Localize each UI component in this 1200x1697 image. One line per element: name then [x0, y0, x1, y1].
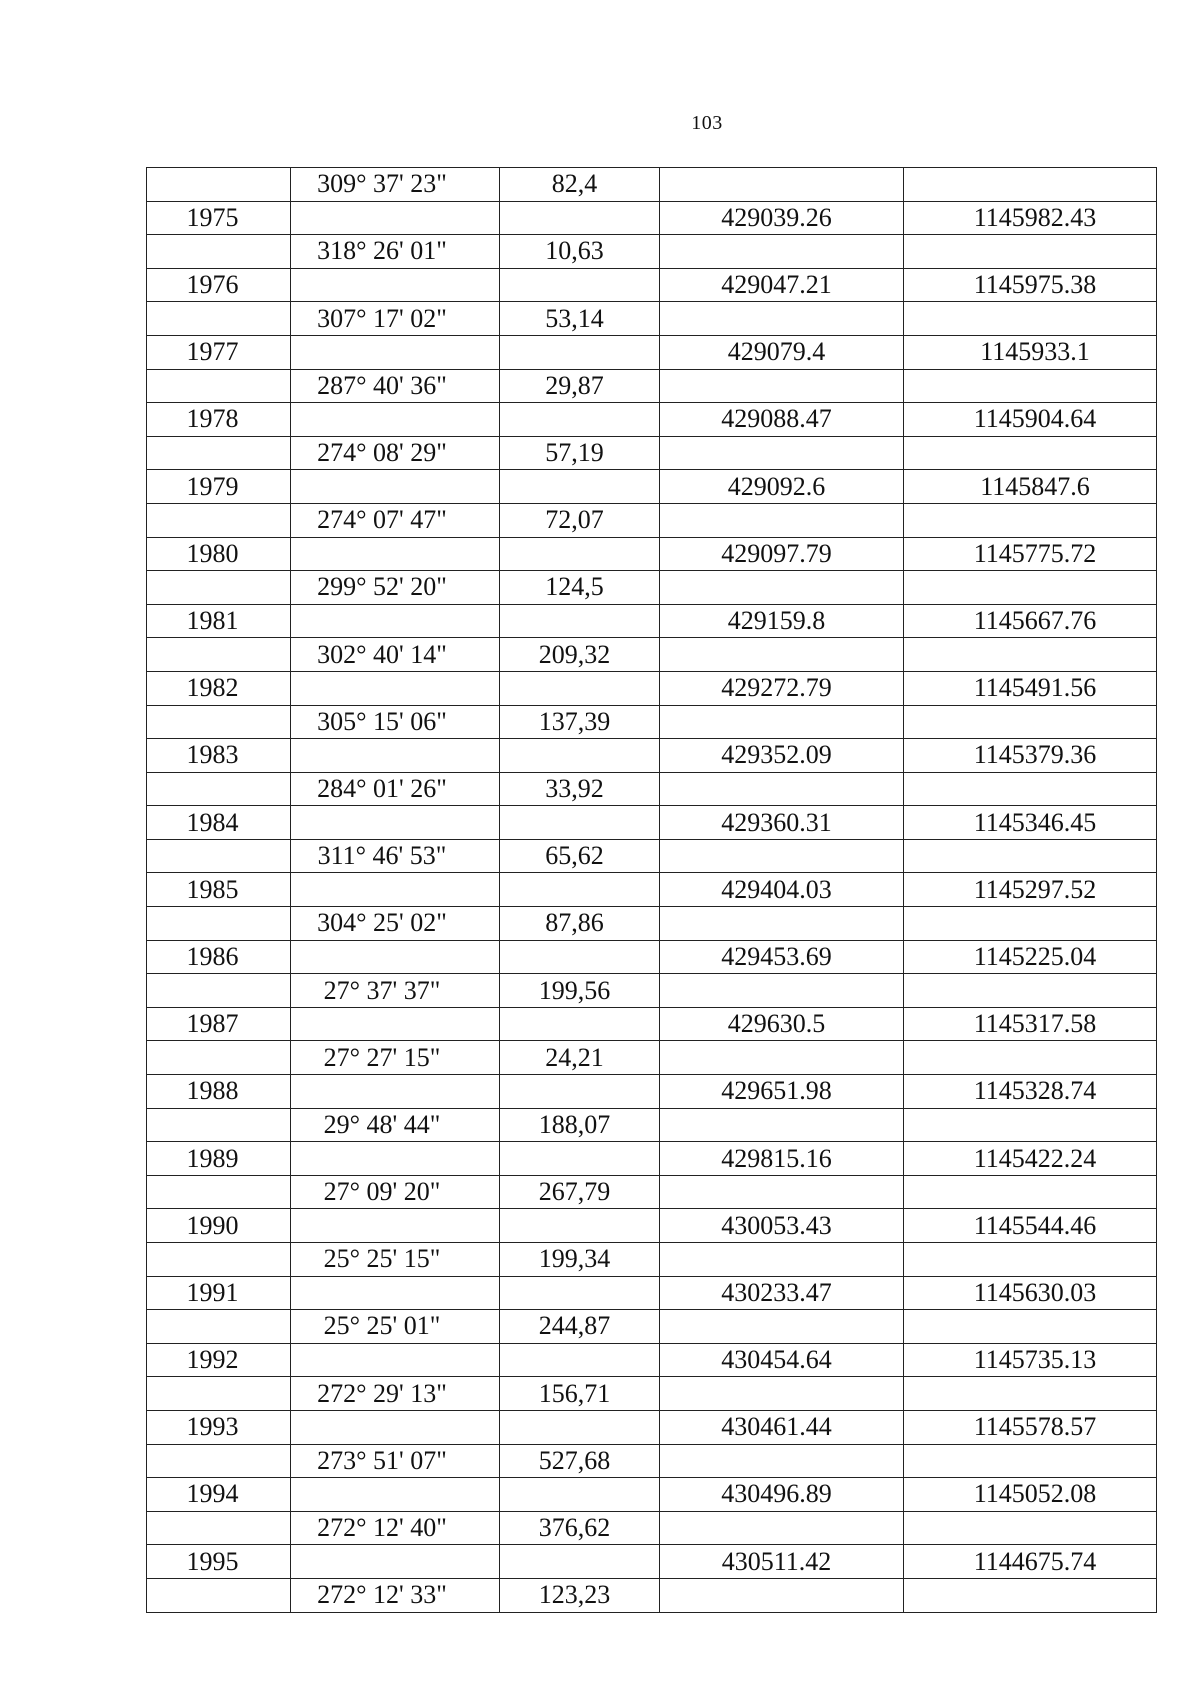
table-row	[147, 1075, 1157, 1109]
distance-cell: 123,23	[500, 1578, 660, 1612]
distance-cell: 29,87	[500, 369, 660, 403]
table-row	[147, 739, 1157, 773]
station-cell: 1995	[147, 1545, 291, 1579]
table-row	[147, 1175, 1157, 1209]
y-coordinate-cell: 1145544.46	[904, 1209, 1157, 1243]
x-coordinate-cell	[660, 235, 904, 269]
station-cell	[147, 436, 291, 470]
y-coordinate-cell	[904, 907, 1157, 941]
distance-cell: 65,62	[500, 839, 660, 873]
x-coordinate-cell: 429272.79	[660, 671, 904, 705]
x-coordinate-cell: 430461.44	[660, 1410, 904, 1444]
station-cell	[147, 168, 291, 202]
station-cell: 1975	[147, 201, 291, 235]
table-row	[147, 1310, 1157, 1344]
y-coordinate-cell: 1145667.76	[904, 604, 1157, 638]
bearing-cell	[291, 268, 500, 302]
table-row	[147, 907, 1157, 941]
bearing-cell: 311° 46' 53"	[291, 839, 500, 873]
bearing-cell	[291, 1545, 500, 1579]
table-row	[147, 1007, 1157, 1041]
bearing-cell: 307° 17' 02"	[291, 302, 500, 336]
y-coordinate-cell: 1144675.74	[904, 1545, 1157, 1579]
table-row	[147, 974, 1157, 1008]
table-row	[147, 503, 1157, 537]
station-cell: 1985	[147, 873, 291, 907]
distance-cell: 199,34	[500, 1243, 660, 1277]
y-coordinate-cell: 1145775.72	[904, 537, 1157, 571]
y-coordinate-cell	[904, 1578, 1157, 1612]
bearing-cell: 302° 40' 14"	[291, 638, 500, 672]
station-cell	[147, 1108, 291, 1142]
station-cell: 1979	[147, 470, 291, 504]
distance-cell	[500, 335, 660, 369]
y-coordinate-cell: 1145346.45	[904, 806, 1157, 840]
bearing-cell: 305° 15' 06"	[291, 705, 500, 739]
table-row	[147, 1343, 1157, 1377]
y-coordinate-cell: 1145328.74	[904, 1075, 1157, 1109]
distance-cell	[500, 1075, 660, 1109]
station-cell	[147, 571, 291, 605]
distance-cell	[500, 940, 660, 974]
station-cell	[147, 1175, 291, 1209]
station-cell	[147, 705, 291, 739]
x-coordinate-cell: 429039.26	[660, 201, 904, 235]
bearing-cell	[291, 537, 500, 571]
bearing-cell	[291, 940, 500, 974]
y-coordinate-cell	[904, 1175, 1157, 1209]
table-row	[147, 772, 1157, 806]
distance-cell: 124,5	[500, 571, 660, 605]
distance-cell: 87,86	[500, 907, 660, 941]
distance-cell: 137,39	[500, 705, 660, 739]
table-row	[147, 302, 1157, 336]
table-row	[147, 638, 1157, 672]
distance-cell: 267,79	[500, 1175, 660, 1209]
y-coordinate-cell	[904, 638, 1157, 672]
y-coordinate-cell	[904, 168, 1157, 202]
distance-cell	[500, 1343, 660, 1377]
y-coordinate-cell: 1145379.36	[904, 739, 1157, 773]
y-coordinate-cell	[904, 1377, 1157, 1411]
y-coordinate-cell	[904, 839, 1157, 873]
y-coordinate-cell	[904, 1511, 1157, 1545]
distance-cell: 244,87	[500, 1310, 660, 1344]
x-coordinate-cell: 429092.6	[660, 470, 904, 504]
x-coordinate-cell: 429651.98	[660, 1075, 904, 1109]
bearing-cell: 318° 26' 01"	[291, 235, 500, 269]
bearing-cell	[291, 1007, 500, 1041]
x-coordinate-cell	[660, 1377, 904, 1411]
y-coordinate-cell: 1145933.1	[904, 335, 1157, 369]
bearing-cell: 25° 25' 01"	[291, 1310, 500, 1344]
page-number: 103	[691, 112, 723, 134]
bearing-cell: 25° 25' 15"	[291, 1243, 500, 1277]
table-row	[147, 436, 1157, 470]
table-row	[147, 1209, 1157, 1243]
station-cell: 1984	[147, 806, 291, 840]
y-coordinate-cell	[904, 772, 1157, 806]
station-cell: 1989	[147, 1142, 291, 1176]
table-row	[147, 1511, 1157, 1545]
station-cell	[147, 1377, 291, 1411]
table-row	[147, 1545, 1157, 1579]
bearing-cell	[291, 671, 500, 705]
x-coordinate-cell: 429815.16	[660, 1142, 904, 1176]
bearing-cell: 27° 09' 20"	[291, 1175, 500, 1209]
station-cell	[147, 638, 291, 672]
x-coordinate-cell: 429360.31	[660, 806, 904, 840]
distance-cell: 57,19	[500, 436, 660, 470]
table-row	[147, 571, 1157, 605]
station-cell: 1976	[147, 268, 291, 302]
bearing-cell	[291, 873, 500, 907]
x-coordinate-cell: 429079.4	[660, 335, 904, 369]
x-coordinate-cell	[660, 1041, 904, 1075]
table-row	[147, 537, 1157, 571]
x-coordinate-cell: 429159.8	[660, 604, 904, 638]
table-row	[147, 806, 1157, 840]
distance-cell: 209,32	[500, 638, 660, 672]
y-coordinate-cell: 1145982.43	[904, 201, 1157, 235]
table-row	[147, 839, 1157, 873]
distance-cell	[500, 739, 660, 773]
table-row	[147, 1578, 1157, 1612]
station-cell	[147, 235, 291, 269]
x-coordinate-cell	[660, 1578, 904, 1612]
table-row	[147, 369, 1157, 403]
y-coordinate-cell: 1145735.13	[904, 1343, 1157, 1377]
distance-cell	[500, 470, 660, 504]
station-cell: 1977	[147, 335, 291, 369]
y-coordinate-cell	[904, 1108, 1157, 1142]
table-row	[147, 1276, 1157, 1310]
bearing-cell: 304° 25' 02"	[291, 907, 500, 941]
y-coordinate-cell: 1145422.24	[904, 1142, 1157, 1176]
station-cell	[147, 974, 291, 1008]
bearing-cell: 299° 52' 20"	[291, 571, 500, 605]
bearing-cell	[291, 1478, 500, 1512]
x-coordinate-cell: 429630.5	[660, 1007, 904, 1041]
table-row	[147, 268, 1157, 302]
distance-cell	[500, 1209, 660, 1243]
station-cell	[147, 839, 291, 873]
distance-cell	[500, 1410, 660, 1444]
x-coordinate-cell: 429404.03	[660, 873, 904, 907]
bearing-cell	[291, 1410, 500, 1444]
x-coordinate-cell	[660, 772, 904, 806]
x-coordinate-cell	[660, 638, 904, 672]
distance-cell: 24,21	[500, 1041, 660, 1075]
station-cell	[147, 907, 291, 941]
distance-cell: 33,92	[500, 772, 660, 806]
y-coordinate-cell: 1145578.57	[904, 1410, 1157, 1444]
table-row	[147, 1243, 1157, 1277]
x-coordinate-cell: 430454.64	[660, 1343, 904, 1377]
y-coordinate-cell	[904, 235, 1157, 269]
x-coordinate-cell	[660, 1511, 904, 1545]
x-coordinate-cell: 430511.42	[660, 1545, 904, 1579]
distance-cell: 10,63	[500, 235, 660, 269]
station-cell: 1994	[147, 1478, 291, 1512]
x-coordinate-cell	[660, 1444, 904, 1478]
bearing-cell: 272° 29' 13"	[291, 1377, 500, 1411]
station-cell: 1986	[147, 940, 291, 974]
y-coordinate-cell: 1145904.64	[904, 403, 1157, 437]
x-coordinate-cell	[660, 1108, 904, 1142]
x-coordinate-cell: 430233.47	[660, 1276, 904, 1310]
x-coordinate-cell: 429352.09	[660, 739, 904, 773]
distance-cell: 527,68	[500, 1444, 660, 1478]
table-row	[147, 403, 1157, 437]
table-row	[147, 1410, 1157, 1444]
table-row	[147, 1108, 1157, 1142]
table-row	[147, 168, 1157, 202]
distance-cell	[500, 1142, 660, 1176]
x-coordinate-cell: 429453.69	[660, 940, 904, 974]
distance-cell	[500, 403, 660, 437]
station-cell: 1987	[147, 1007, 291, 1041]
distance-cell	[500, 604, 660, 638]
x-coordinate-cell	[660, 369, 904, 403]
station-cell: 1992	[147, 1343, 291, 1377]
x-coordinate-cell	[660, 436, 904, 470]
table-row	[147, 1444, 1157, 1478]
table-row	[147, 671, 1157, 705]
distance-cell: 188,07	[500, 1108, 660, 1142]
station-cell: 1981	[147, 604, 291, 638]
table-row	[147, 873, 1157, 907]
table-row	[147, 705, 1157, 739]
distance-cell	[500, 1007, 660, 1041]
x-coordinate-cell	[660, 705, 904, 739]
bearing-cell	[291, 1343, 500, 1377]
distance-cell	[500, 537, 660, 571]
station-cell	[147, 1310, 291, 1344]
bearing-cell	[291, 806, 500, 840]
x-coordinate-cell	[660, 1243, 904, 1277]
y-coordinate-cell	[904, 1243, 1157, 1277]
distance-cell: 53,14	[500, 302, 660, 336]
station-cell: 1990	[147, 1209, 291, 1243]
table-row	[147, 470, 1157, 504]
station-cell: 1993	[147, 1410, 291, 1444]
y-coordinate-cell: 1145491.56	[904, 671, 1157, 705]
station-cell	[147, 369, 291, 403]
table-row	[147, 1377, 1157, 1411]
table-row	[147, 201, 1157, 235]
table-row	[147, 1478, 1157, 1512]
y-coordinate-cell	[904, 369, 1157, 403]
bearing-cell: 27° 27' 15"	[291, 1041, 500, 1075]
station-cell: 1983	[147, 739, 291, 773]
bearing-cell	[291, 739, 500, 773]
x-coordinate-cell: 430053.43	[660, 1209, 904, 1243]
distance-cell	[500, 1478, 660, 1512]
station-cell	[147, 772, 291, 806]
bearing-cell	[291, 1075, 500, 1109]
x-coordinate-cell	[660, 503, 904, 537]
station-cell	[147, 1511, 291, 1545]
y-coordinate-cell: 1145052.08	[904, 1478, 1157, 1512]
station-cell	[147, 1041, 291, 1075]
table-row	[147, 1142, 1157, 1176]
y-coordinate-cell	[904, 503, 1157, 537]
bearing-cell	[291, 201, 500, 235]
station-cell	[147, 1243, 291, 1277]
table-row	[147, 235, 1157, 269]
x-coordinate-cell: 429097.79	[660, 537, 904, 571]
distance-cell: 82,4	[500, 168, 660, 202]
x-coordinate-cell: 430496.89	[660, 1478, 904, 1512]
station-cell	[147, 1444, 291, 1478]
y-coordinate-cell: 1145630.03	[904, 1276, 1157, 1310]
bearing-cell	[291, 403, 500, 437]
bearing-cell: 272° 12' 33"	[291, 1578, 500, 1612]
distance-cell: 199,56	[500, 974, 660, 1008]
y-coordinate-cell: 1145297.52	[904, 873, 1157, 907]
y-coordinate-cell	[904, 974, 1157, 1008]
bearing-cell: 274° 07' 47"	[291, 503, 500, 537]
distance-cell	[500, 1276, 660, 1310]
bearing-cell: 284° 01' 26"	[291, 772, 500, 806]
station-cell	[147, 302, 291, 336]
y-coordinate-cell	[904, 705, 1157, 739]
distance-cell	[500, 268, 660, 302]
station-cell: 1980	[147, 537, 291, 571]
coordinates-table-body	[147, 168, 1157, 1613]
station-cell	[147, 503, 291, 537]
station-cell: 1978	[147, 403, 291, 437]
station-cell: 1991	[147, 1276, 291, 1310]
bearing-cell: 273° 51' 07"	[291, 1444, 500, 1478]
x-coordinate-cell	[660, 168, 904, 202]
x-coordinate-cell	[660, 1175, 904, 1209]
station-cell: 1988	[147, 1075, 291, 1109]
distance-cell: 72,07	[500, 503, 660, 537]
distance-cell	[500, 873, 660, 907]
bearing-cell	[291, 335, 500, 369]
bearing-cell	[291, 1276, 500, 1310]
bearing-cell: 274° 08' 29"	[291, 436, 500, 470]
table-row	[147, 1041, 1157, 1075]
x-coordinate-cell	[660, 302, 904, 336]
distance-cell: 376,62	[500, 1511, 660, 1545]
x-coordinate-cell	[660, 839, 904, 873]
y-coordinate-cell	[904, 436, 1157, 470]
x-coordinate-cell: 429047.21	[660, 268, 904, 302]
bearing-cell: 29° 48' 44"	[291, 1108, 500, 1142]
x-coordinate-cell: 429088.47	[660, 403, 904, 437]
bearing-cell: 309° 37' 23"	[291, 168, 500, 202]
bearing-cell: 272° 12' 40"	[291, 1511, 500, 1545]
distance-cell	[500, 806, 660, 840]
table-row	[147, 940, 1157, 974]
x-coordinate-cell	[660, 907, 904, 941]
y-coordinate-cell	[904, 302, 1157, 336]
y-coordinate-cell: 1145975.38	[904, 268, 1157, 302]
distance-cell	[500, 671, 660, 705]
y-coordinate-cell	[904, 1041, 1157, 1075]
bearing-cell: 287° 40' 36"	[291, 369, 500, 403]
table-row	[147, 604, 1157, 638]
y-coordinate-cell	[904, 1444, 1157, 1478]
bearing-cell	[291, 470, 500, 504]
distance-cell	[500, 201, 660, 235]
table-row	[147, 335, 1157, 369]
x-coordinate-cell	[660, 974, 904, 1008]
x-coordinate-cell	[660, 1310, 904, 1344]
y-coordinate-cell	[904, 1310, 1157, 1344]
distance-cell	[500, 1545, 660, 1579]
distance-cell: 156,71	[500, 1377, 660, 1411]
bearing-cell	[291, 1209, 500, 1243]
y-coordinate-cell: 1145317.58	[904, 1007, 1157, 1041]
y-coordinate-cell	[904, 571, 1157, 605]
y-coordinate-cell: 1145225.04	[904, 940, 1157, 974]
station-cell: 1982	[147, 671, 291, 705]
station-cell	[147, 1578, 291, 1612]
bearing-cell	[291, 1142, 500, 1176]
x-coordinate-cell	[660, 571, 904, 605]
bearing-cell	[291, 604, 500, 638]
bearing-cell: 27° 37' 37"	[291, 974, 500, 1008]
coordinates-table	[146, 167, 1157, 1613]
y-coordinate-cell: 1145847.6	[904, 470, 1157, 504]
